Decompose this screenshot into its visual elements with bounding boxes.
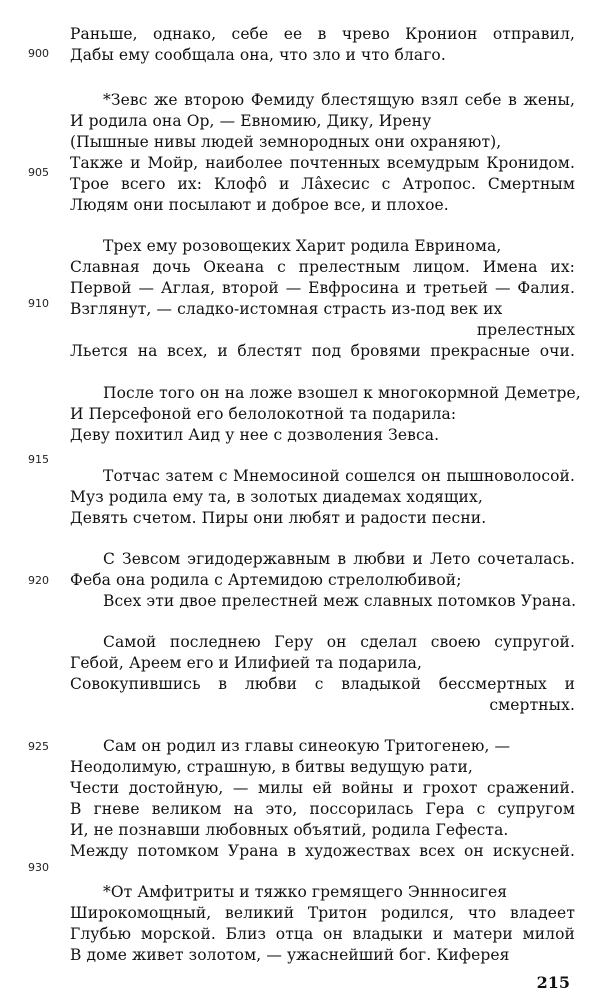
- verse-line: Самой последнею Геру он сделал своею супругой.: [103, 633, 575, 651]
- line-number: 915: [28, 453, 49, 466]
- verse-line: Первой — Аглая, второй — Евфросина и третьей — Фалия.: [70, 279, 575, 297]
- verse-line: Сам он родил из главы синеокую Тритогенею, —: [103, 737, 511, 755]
- verse-line: Совокупившись в любви с владыкой бессмертных и: [70, 675, 575, 693]
- verse-line: Тотчас затем с Мнемосиной сошелся он пышноволосой.: [103, 467, 575, 485]
- verse-line: Славная дочь Океана с прелестным лицом. Имена их:: [70, 258, 575, 276]
- line-number: 925: [28, 740, 49, 753]
- verse-line-continuation: смертных.: [489, 696, 575, 714]
- verse-line: Девять счетом. Пиры они любят и радости песни.: [70, 509, 487, 527]
- line-number: 920: [28, 574, 49, 587]
- verse-line: *От Амфитриты и тяжко гремящего Эннносигея: [103, 883, 508, 901]
- page-number: 215: [536, 973, 570, 992]
- verse-line: После того он на ложе взошел к многокормной Деметре,: [103, 384, 581, 402]
- verse-line: *Зевс же второю Фемиду блестящую взял себе в жены,: [103, 91, 575, 109]
- verse-line: Взглянут, — сладко-истомная страсть из-под век их: [70, 300, 503, 318]
- verse-line: Дабы ему сообщала она, что зло и что благо.: [70, 46, 446, 64]
- verse-line: Чести достойную, — милы ей войны и грохот сражений.: [70, 779, 575, 797]
- line-number: 910: [28, 297, 49, 310]
- verse-line: И Персефоной его белолокотной та подарила:: [70, 405, 457, 423]
- verse-line: (Пышные нивы людей земнородных они охраняют),: [70, 133, 502, 151]
- line-number: 900: [28, 47, 49, 60]
- verse-line: Людям они посылают и доброе все, и плохое.: [70, 196, 449, 214]
- verse-line: Раньше, однако, себе ее в чрево Кронион отправил,: [70, 25, 575, 43]
- verse-line: Муз родила ему та, в золотых диадемах ходящих,: [70, 488, 483, 506]
- verse-line: Между потомком Урана в художествах всех он искусней.: [70, 842, 575, 860]
- verse-line: Феба она родила с Артемидою стрелолюбивой;: [70, 571, 462, 589]
- verse-line: Трех ему розовощеких Харит родила Евринома,: [103, 237, 502, 255]
- verse-line: Всех эти двое прелестней меж славных потомков Урана.: [103, 592, 577, 610]
- verse-line: Широкомощный, великий Тритон родился, что владеет: [70, 904, 575, 922]
- verse-line: Глубью морской. Близ отца он владыки и матери милой: [70, 925, 575, 943]
- verse-line: В доме живет золотом, — ужаснейший бог. Киферея: [70, 946, 510, 964]
- verse-line: Трое всего их: Клофо̂ и Ла̂хесис с Атропос. Смертным: [70, 175, 575, 193]
- verse-line: Деву похитил Аид у нее с дозволения Зевса.: [70, 426, 440, 444]
- verse-line-continuation: прелестных: [476, 321, 575, 339]
- verse-line: Также и Мойр, наиболее почтенных всемудрым Кронидом.: [70, 154, 575, 172]
- verse-line: И, не познавши любовных объятий, родила Гефеста.: [70, 821, 509, 839]
- verse-line: И родила она Ор, — Евномию, Дику, Ирену: [70, 112, 432, 130]
- verse-line: С Зевсом эгидодержавным в любви и Лето сочеталась.: [103, 550, 575, 568]
- verse-line: В гневе великом на это, поссорилась Гера с супругом: [70, 800, 575, 818]
- verse-line: Гебой, Ареем его и Илифией та подарила,: [70, 654, 423, 672]
- verse-line: Льется на всех, и блестят под бровями прекрасные очи.: [70, 342, 575, 360]
- line-number: 905: [28, 166, 49, 179]
- verse-line: Неодолимую, страшную, в битвы ведущую рати,: [70, 758, 473, 776]
- line-number: 930: [28, 861, 49, 874]
